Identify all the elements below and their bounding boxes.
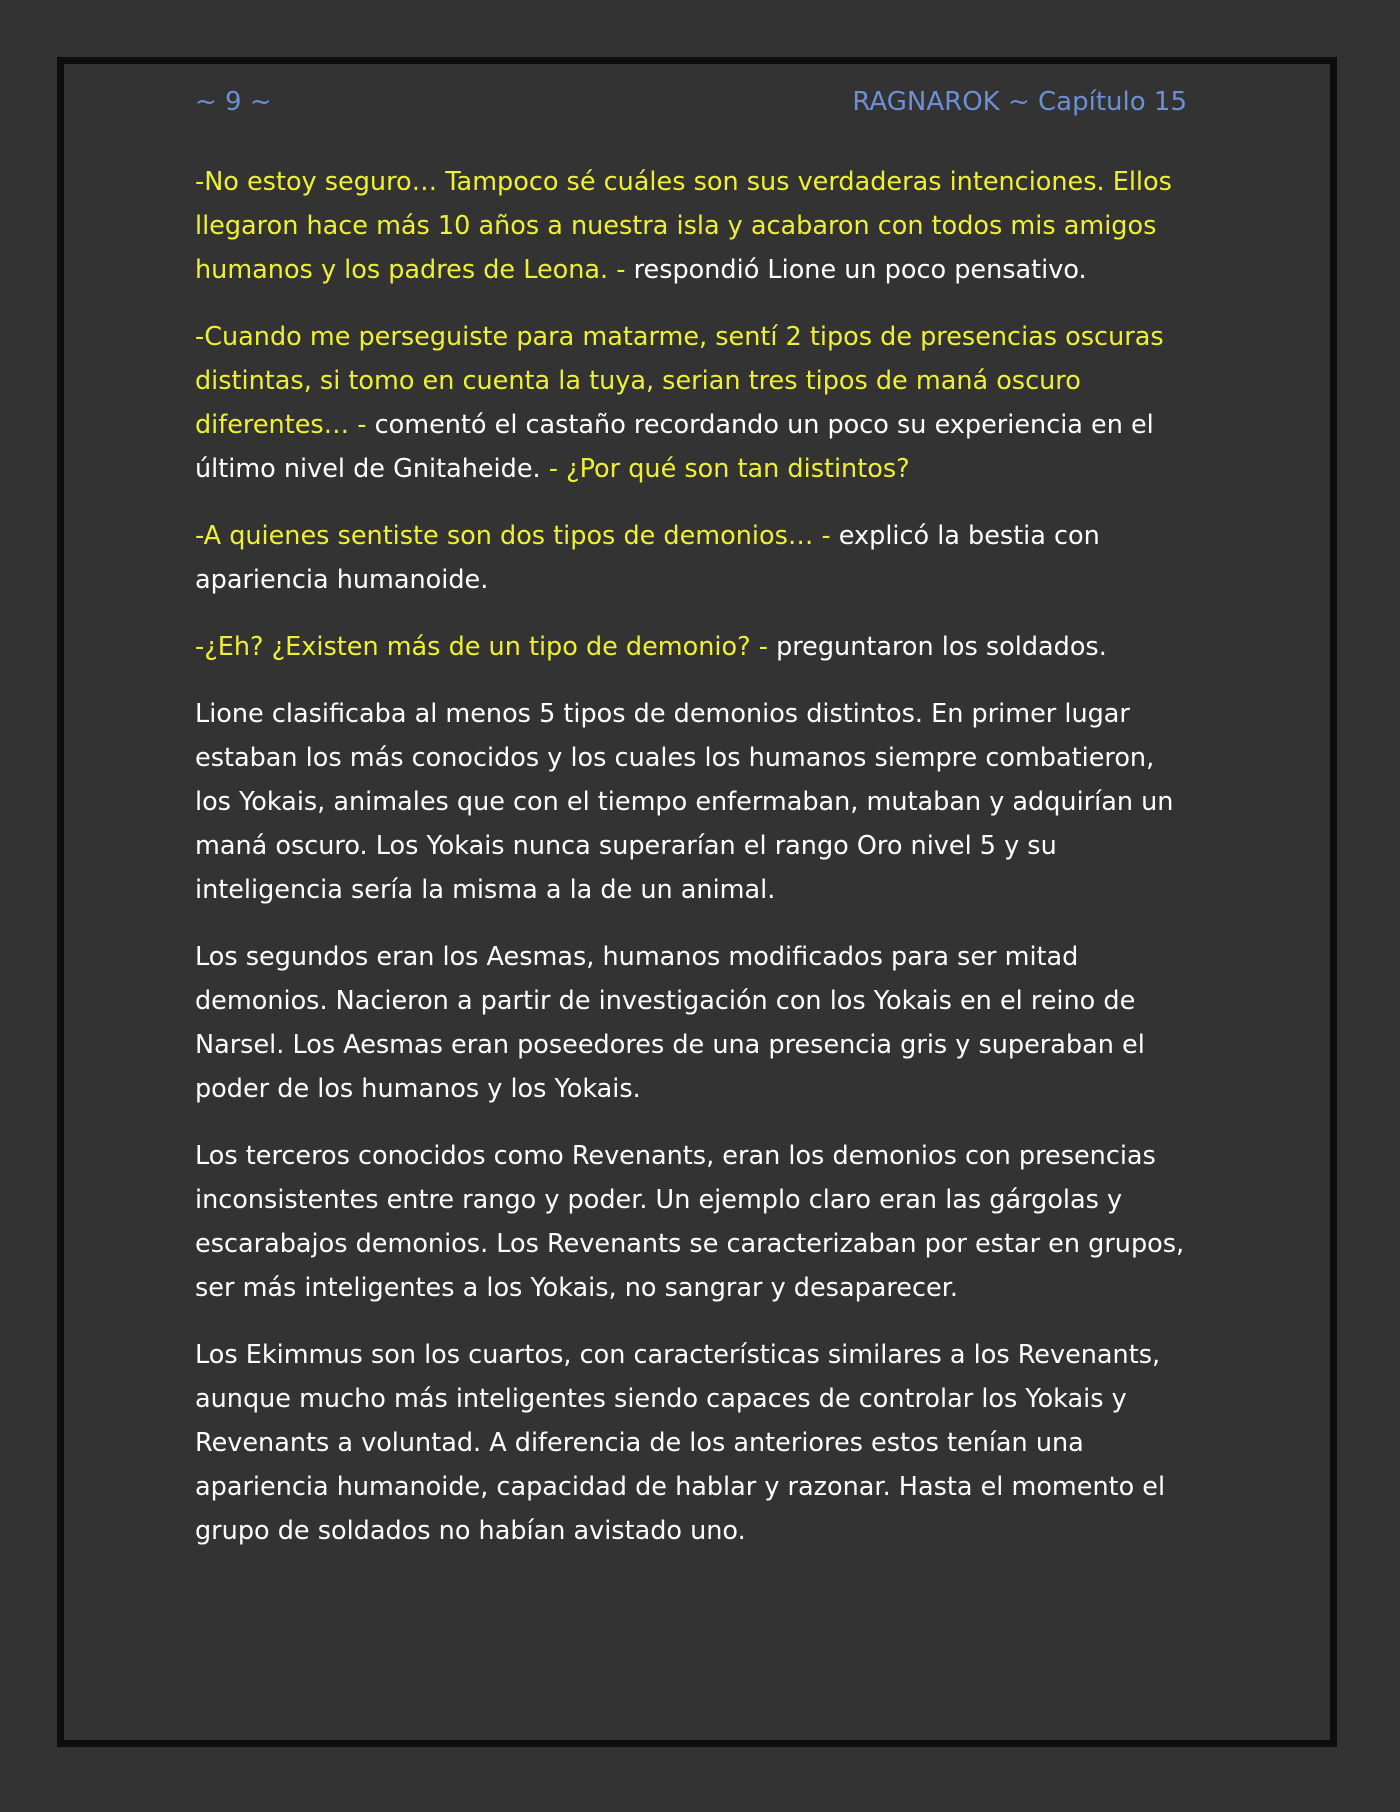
narration-text: explicó la bestia con apariencia humanoide. <box>195 521 1100 595</box>
paragraph <box>195 315 1195 491</box>
dialogue-text: - <box>349 410 375 440</box>
running-title: RAGNAROK ~ Capítulo 15 <box>852 87 1187 117</box>
chapter-text <box>195 160 1195 1576</box>
dialogue-text: - <box>813 521 839 551</box>
dialogue-text: - <box>608 255 634 285</box>
dialogue-text: -No estoy seguro… Tampoco sé cuáles son sus verdaderas intenciones. Ellos llegaron hace más 10 años a nuestra isla y acabaron con todos mis amigos humanos y los padres de Leona. <box>195 167 1172 285</box>
narration-text: Los Ekimmus son los cuartos, con características similares a los Revenants, aunque mucho más inteligentes siendo capaces de controlar los Yokais y Revenants a voluntad. A diferencia de los anteriores estos tenían una apariencia humanoide, capacidad de hablar y razonar. Hasta el momento el grupo de soldados no habían avistado uno. <box>195 1340 1166 1546</box>
paragraph <box>195 935 1195 1111</box>
paragraph <box>195 160 1195 292</box>
paragraph <box>195 1134 1195 1310</box>
page-number: ~ 9 ~ <box>195 87 272 117</box>
paragraph <box>195 692 1195 912</box>
narration-text: respondió Lione un poco pensativo. <box>633 255 1087 285</box>
paragraph <box>195 1333 1195 1553</box>
narration-text: preguntaron los soldados. <box>776 632 1107 662</box>
dialogue-text: - ¿Por qué son tan distintos? <box>540 454 910 484</box>
dialogue-text: -Cuando me perseguiste para matarme, sentí 2 tipos de presencias oscuras distintas, si tomo en cuenta la tuya, serian tres tipos de maná oscuro diferentes… <box>195 322 1164 440</box>
narration-text: Los terceros conocidos como Revenants, eran los demonios con presencias inconsistentes entre rango y poder. Un ejemplo claro eran las gárgolas y escarabajos demonios. Los Revenants se caracterizaban por estar en grupos, ser más inteligentes a los Yokais, no sangrar y desaparecer. <box>195 1141 1185 1303</box>
paragraph <box>195 514 1195 602</box>
dialogue-text: - <box>750 632 777 662</box>
dialogue-text: -A quienes sentiste son dos tipos de demonios… <box>195 521 814 551</box>
narration-text: Lione clasificaba al menos 5 tipos de demonios distintos. En primer lugar estaban los más conocidos y los cuales los humanos siempre combatieron, los Yokais, animales que con el tiempo enfermaban, mutaban y adquirían un maná oscuro. Los Yokais nunca superarían el rango Oro nivel 5 y su inteligencia sería la misma a la de un animal. <box>195 699 1174 905</box>
narration-text: comentó el castaño recordando un poco su experiencia en el último nivel de Gnitaheide. <box>195 410 1154 484</box>
narration-text: Los segundos eran los Aesmas, humanos modificados para ser mitad demonios. Nacieron a partir de investigación con los Yokais en el reino de Narsel. Los Aesmas eran poseedores de una presencia gris y superaban el poder de los humanos y los Yokais. <box>195 942 1145 1104</box>
page-header <box>195 82 1187 122</box>
dialogue-text: -¿Eh? ¿Existen más de un tipo de demonio? <box>195 632 751 662</box>
paragraph <box>195 625 1195 669</box>
